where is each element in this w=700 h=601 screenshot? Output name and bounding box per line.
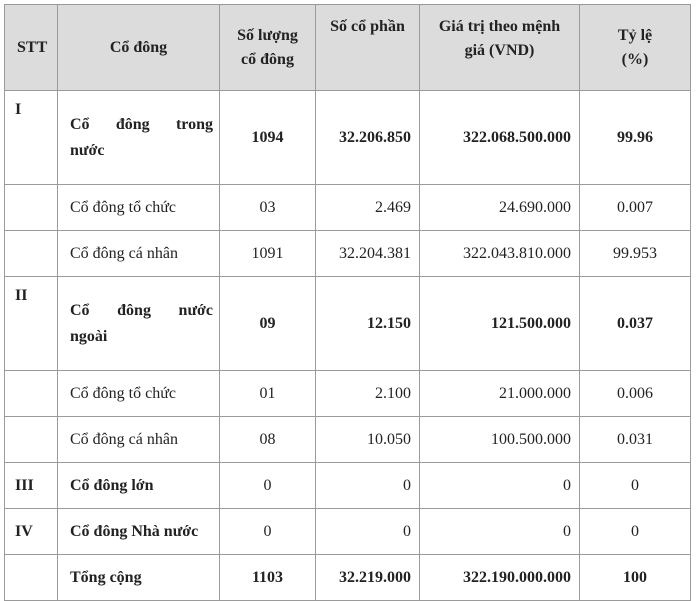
table-row [5,185,691,231]
row-ratio: 0.031 [580,417,691,463]
row-stt [5,231,58,277]
total-stt-empty [5,555,58,601]
row-count: 09 [220,277,316,371]
row-count: 1091 [220,231,316,277]
row-shares: 32.206.850 [316,91,420,185]
row-shareholder-name: Cổ đông tổ chức [58,185,220,231]
row-ratio: 0.007 [580,185,691,231]
row-value: 100.500.000 [420,417,580,463]
row-shareholder-name: Cổ đông cá nhân [58,417,220,463]
row-stt: I [5,91,58,185]
total-shares: 32.219.000 [316,555,420,601]
header-ratio [580,5,691,91]
table-row [5,277,691,371]
header-shareholder-count-line2: cổ đông [241,50,294,68]
row-value: 322.068.500.000 [420,91,580,185]
row-value: 21.000.000 [420,371,580,417]
row-shareholder-name [58,91,220,185]
row-count: 0 [220,463,316,509]
table-total-row [5,555,691,601]
row-ratio: 99.96 [580,91,691,185]
row-shareholder-name: Cổ đông cá nhân [58,231,220,277]
row-ratio: 0.037 [580,277,691,371]
total-value: 322.190.000.000 [420,555,580,601]
shareholder-structure-table [4,4,691,601]
row-shareholder-name-line2: nước [70,141,105,159]
row-value: 121.500.000 [420,277,580,371]
total-label: Tổng cộng [58,555,220,601]
row-shareholder-name: Cổ đông Nhà nước [58,509,220,555]
row-ratio: 0 [580,509,691,555]
table-row [5,91,691,185]
row-shares: 32.204.381 [316,231,420,277]
header-shares: Số cổ phần [316,5,420,91]
row-stt [5,371,58,417]
row-shares: 2.469 [316,185,420,231]
total-ratio: 100 [580,555,691,601]
row-value: 24.690.000 [420,185,580,231]
row-value: 322.043.810.000 [420,231,580,277]
row-shares: 0 [316,509,420,555]
row-shares: 12.150 [316,277,420,371]
header-par-value-line2: giá (VND) [464,42,535,59]
row-stt: II [5,277,58,371]
row-count: 08 [220,417,316,463]
row-stt [5,417,58,463]
row-shareholder-name-line1: Cổ đông nước [70,301,213,319]
row-count: 01 [220,371,316,417]
row-count: 0 [220,509,316,555]
row-shares: 2.100 [316,371,420,417]
row-ratio: 0.006 [580,371,691,417]
header-shareholder: Cổ đông [58,5,220,91]
header-shareholder-count-line1: Số lượng [237,26,298,44]
row-stt: IV [5,509,58,555]
row-shareholder-name: Cổ đông lớn [58,463,220,509]
header-ratio-line2: (%) [621,50,649,68]
total-count: 1103 [220,555,316,601]
table-header-row [5,5,691,91]
table-row [5,371,691,417]
row-shares: 10.050 [316,417,420,463]
shareholder-table-container [4,4,691,601]
row-ratio: 99.953 [580,231,691,277]
row-shareholder-name [58,277,220,371]
row-shares: 0 [316,463,420,509]
header-par-value-line1: Giá trị theo mệnh [438,18,561,35]
table-row [5,417,691,463]
row-value: 0 [420,463,580,509]
row-shareholder-name: Cổ đông tổ chức [58,371,220,417]
row-stt [5,185,58,231]
header-stt: STT [5,5,58,91]
row-value: 0 [420,509,580,555]
table-row [5,231,691,277]
row-stt: III [5,463,58,509]
row-shareholder-name-line2: ngoài [70,327,108,345]
table-row [5,463,691,509]
header-par-value [420,5,580,91]
header-ratio-line1: Tỷ lệ [617,26,653,44]
row-shareholder-name-line1: Cổ đông trong [70,115,213,133]
row-ratio: 0 [580,463,691,509]
row-count: 1094 [220,91,316,185]
row-count: 03 [220,185,316,231]
table-row [5,509,691,555]
header-shareholder-count [220,5,316,91]
